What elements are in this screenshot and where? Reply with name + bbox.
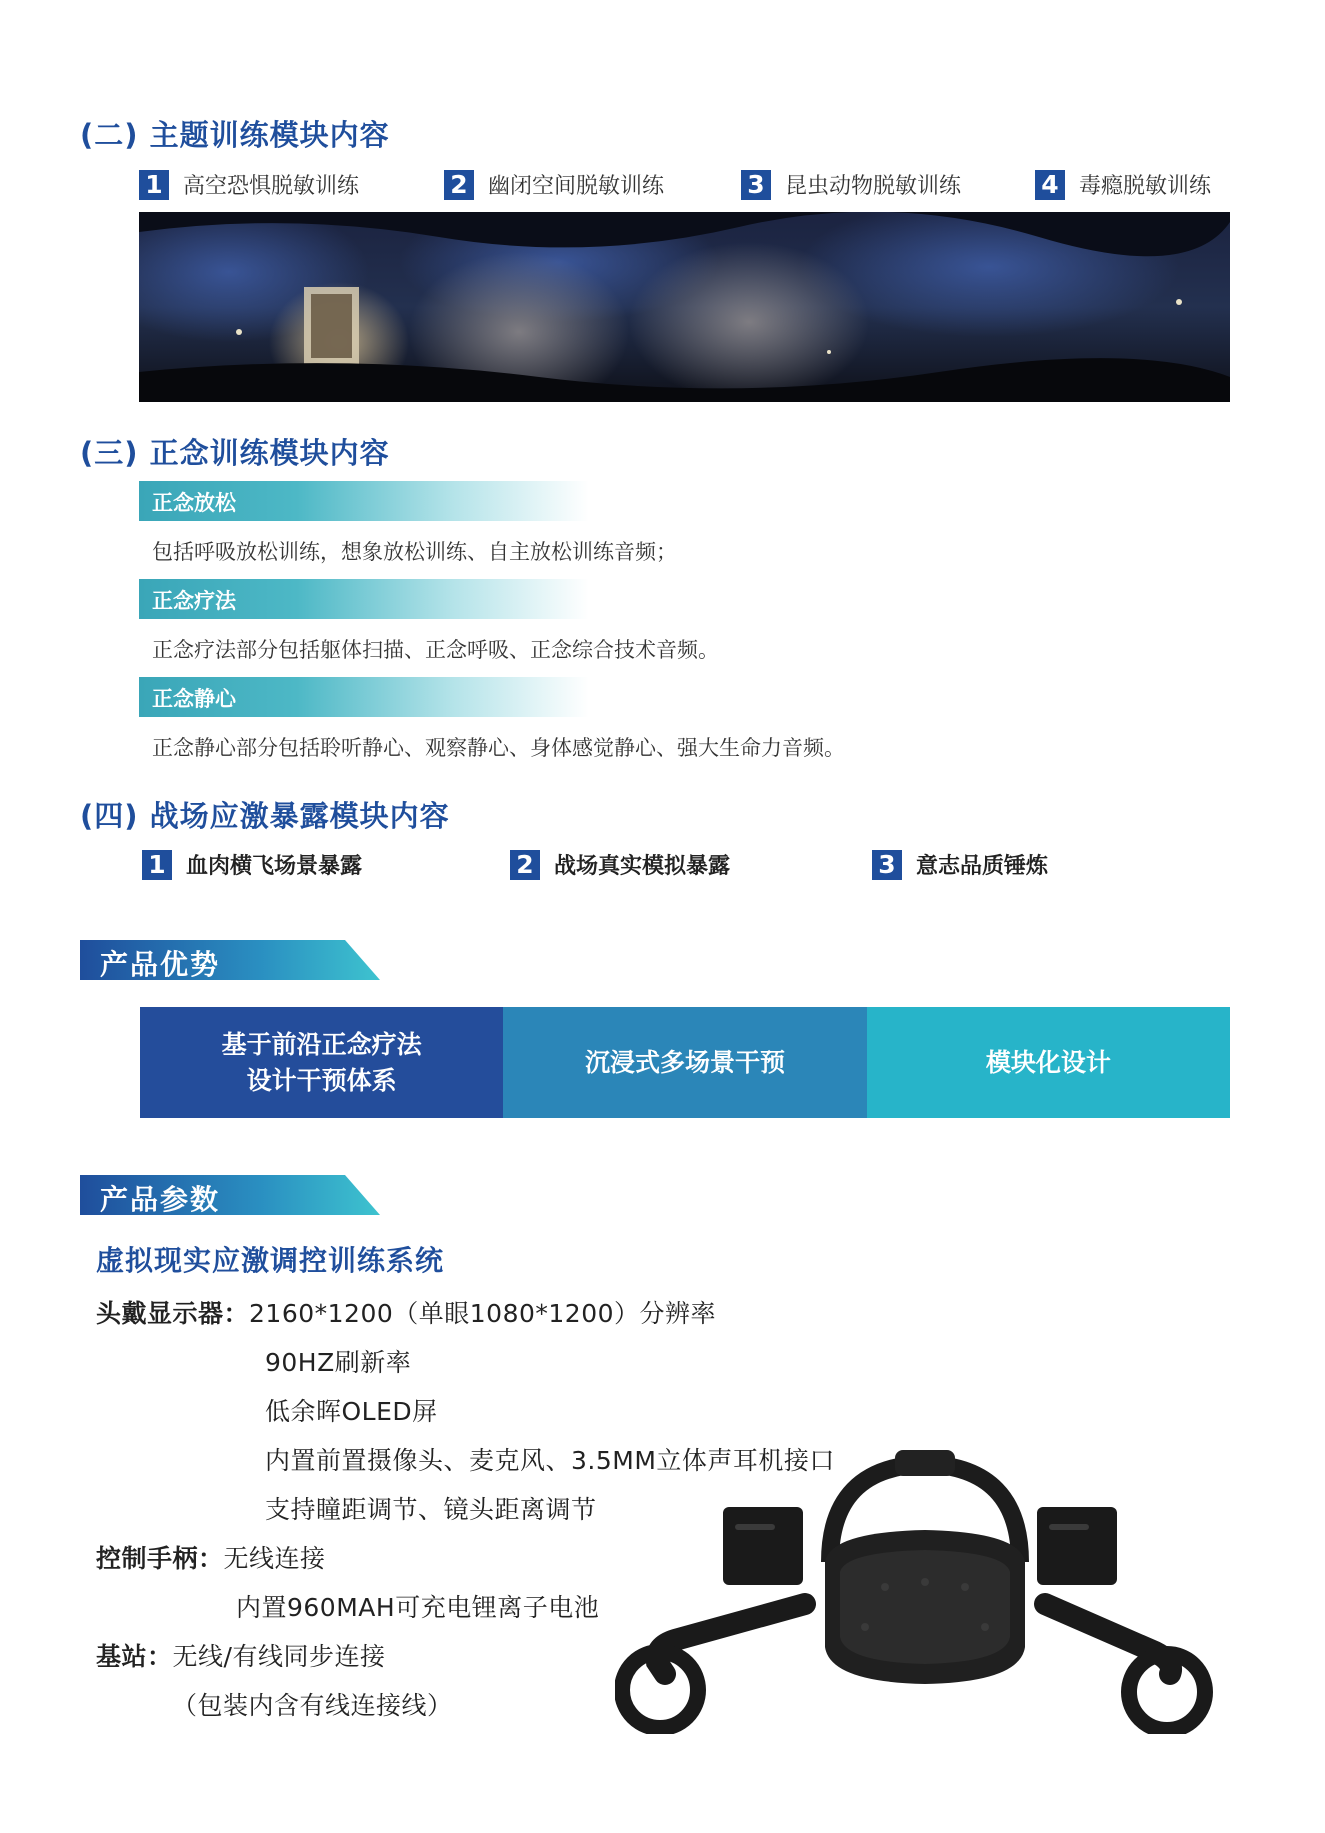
battle-item-3 <box>872 849 1048 880</box>
number-badge: 4 <box>1035 170 1065 200</box>
number-badge: 3 <box>741 170 771 200</box>
number-badge: 1 <box>139 170 169 200</box>
banner-label: 产品优势 <box>100 948 221 981</box>
battle-item-label: 意志品质锤炼 <box>916 854 1049 879</box>
section-2-title: (二) 主题训练模块内容 <box>80 118 390 152</box>
advantages-row <box>140 1007 1230 1118</box>
headset-param-4: 内置前置摄像头、麦克风、3.5MM立体声耳机接口 <box>265 1446 835 1475</box>
tag-label: 正念疗法 <box>152 589 236 613</box>
battle-item-2 <box>510 849 730 880</box>
advantage-card-mindfulness <box>140 1007 503 1118</box>
number-badge: 2 <box>444 170 474 200</box>
battle-item-label: 血肉横飞场景暴露 <box>186 854 363 879</box>
number-badge: 3 <box>872 850 902 880</box>
mindfulness-desc-calm: 正念静心部分包括聆听静心、观察静心、身体感觉静心、强大生命力音频。 <box>152 736 845 760</box>
advantage-card-immersive <box>503 1007 866 1118</box>
mindfulness-desc-therapy: 正念疗法部分包括躯体扫描、正念呼吸、正念综合技术音频。 <box>152 638 719 662</box>
advantage-line: 基于前沿正念疗法 <box>221 1029 422 1059</box>
battle-item-1 <box>142 849 362 880</box>
section-4-title: (四) 战场应激暴露模块内容 <box>80 799 450 833</box>
controller-label: 控制手柄： <box>96 1544 224 1573</box>
tag-label: 正念静心 <box>152 687 236 711</box>
headset-param-5: 支持瞳距调节、镜头距离调节 <box>265 1495 597 1524</box>
headset-label: 头戴显示器： <box>96 1299 250 1328</box>
theme-item-label: 昆虫动物脱敏训练 <box>785 174 962 199</box>
station-param-1 <box>96 1637 385 1673</box>
param-value: 无线/有线同步连接 <box>172 1642 386 1671</box>
param-value: 无线连接 <box>223 1544 326 1573</box>
params-banner <box>80 1175 380 1215</box>
headset-param-2: 90HZ刷新率 <box>265 1348 412 1377</box>
theme-item-label: 幽闭空间脱敏训练 <box>488 174 665 199</box>
station-label: 基站： <box>96 1642 173 1671</box>
theme-item-3 <box>741 169 961 200</box>
params-title: 虚拟现实应激调控训练系统 <box>96 1244 445 1277</box>
section-3-title: (三) 正念训练模块内容 <box>80 436 390 470</box>
theme-item-1 <box>139 169 359 200</box>
controller-param-1 <box>96 1539 326 1575</box>
headset-param-1 <box>96 1294 716 1330</box>
station-param-2: （包装内含有线连接线） <box>172 1691 453 1720</box>
theme-item-2 <box>444 169 664 200</box>
theme-item-label: 毒瘾脱敏训练 <box>1079 174 1212 199</box>
param-value: 2160*1200（单眼1080*1200）分辨率 <box>249 1299 717 1328</box>
theme-item-label: 高空恐惧脱敏训练 <box>183 174 360 199</box>
mindfulness-tag-therapy <box>139 579 589 619</box>
battle-item-label: 战场真实模拟暴露 <box>554 854 731 879</box>
advantages-banner <box>80 940 380 980</box>
advantage-line: 设计干预体系 <box>246 1065 397 1095</box>
mindfulness-tag-calm <box>139 677 589 717</box>
banner-label: 产品参数 <box>100 1183 221 1216</box>
advantage-card-modular <box>867 1007 1230 1118</box>
mindfulness-desc-relax: 包括呼吸放松训练，想象放松训练、自主放松训练音频； <box>152 540 677 564</box>
cave-panorama-image <box>139 212 1230 402</box>
mindfulness-tag-relax <box>139 481 589 521</box>
theme-item-4 <box>1035 169 1211 200</box>
advantage-line: 沉浸式多场景干预 <box>584 1047 785 1077</box>
tag-label: 正念放松 <box>152 491 236 515</box>
number-badge: 2 <box>510 850 540 880</box>
number-badge: 1 <box>142 850 172 880</box>
headset-param-3: 低余晖OLED屏 <box>265 1397 438 1426</box>
advantage-line: 模块化设计 <box>985 1047 1111 1077</box>
controller-param-2: 内置960MAH可充电锂离子电池 <box>236 1593 600 1622</box>
